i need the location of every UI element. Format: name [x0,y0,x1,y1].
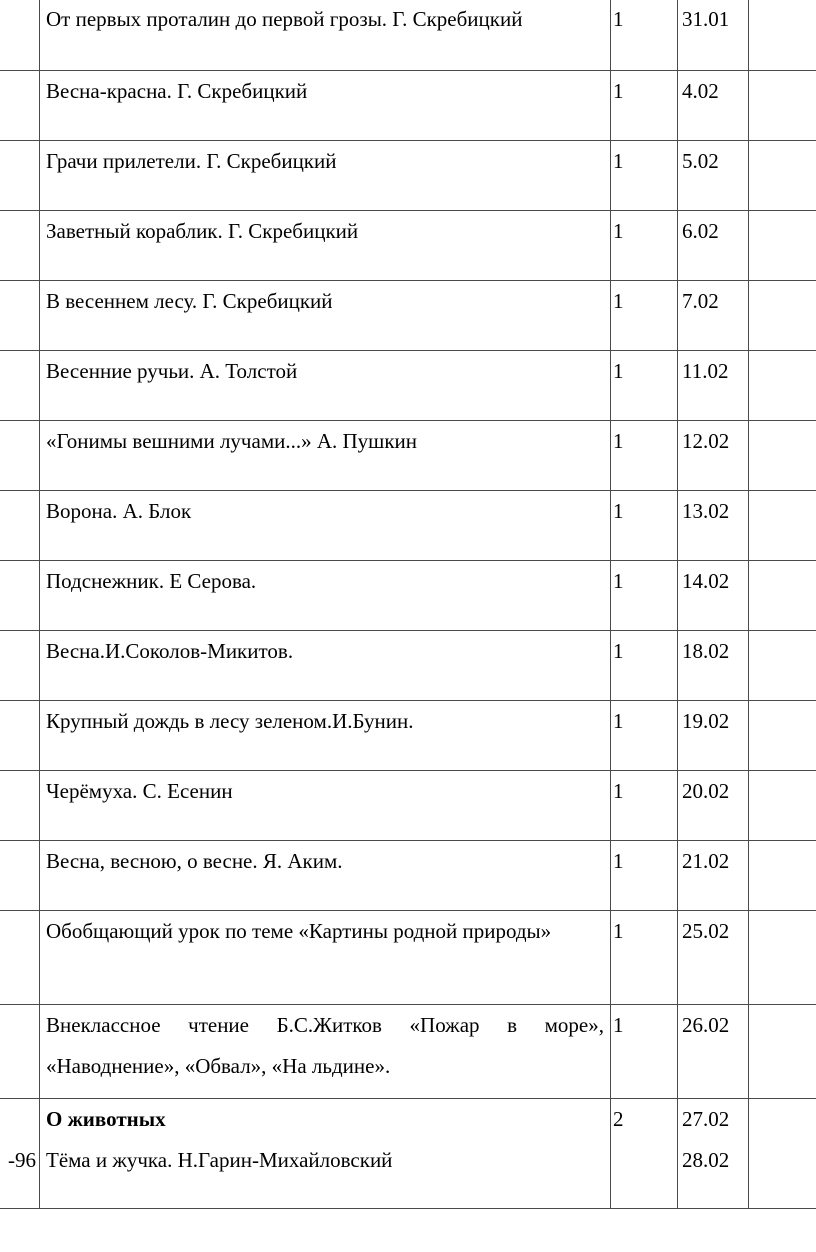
lesson-topic-cell: Подснежник. Е Серова. [40,561,611,631]
notes-cell [749,281,816,351]
lesson-date-cell: 18.02 [678,631,749,701]
lesson-hours-cell: 1 [611,701,678,771]
lesson-topic-cell: Черёмуха. С. Есенин [40,771,611,841]
lesson-topic-cell: Весна.И.Соколов-Микитов. [40,631,611,701]
lesson-topic-cell: «Гонимы вешними лучами...» А. Пушкин [40,421,611,491]
lesson-hours-cell: 1 [611,281,678,351]
lesson-topic-cell: Заветный кораблик. Г. Скребицкий [40,211,611,281]
lesson-date-cell: 7.02 [678,281,749,351]
notes-cell [749,1005,816,1099]
lesson-topic-cell: Весна-красна. Г. Скребицкий [40,71,611,141]
table-row [0,1099,816,1209]
lesson-number-cell [0,351,40,421]
lesson-hours-cell: 1 [611,491,678,561]
lesson-hours-cell: 1 [611,141,678,211]
notes-cell [749,911,816,1005]
lesson-number-cell [0,841,40,911]
lesson-number-cell [0,491,40,561]
lesson-topic-text: Тёма и жучка. Н.Гарин-Михайловский [46,1148,393,1172]
notes-cell [749,561,816,631]
lesson-number-cell [0,421,40,491]
notes-cell [749,71,816,141]
notes-cell [749,211,816,281]
lesson-date-cell: 6.02 [678,211,749,281]
lesson-hours-cell: 1 [611,211,678,281]
notes-cell [749,141,816,211]
table-row [0,491,816,561]
lesson-hours-cell: 1 [611,911,678,1005]
lesson-number-cell [0,561,40,631]
lesson-date-cell: 21.02 [678,841,749,911]
lesson-hours-cell: 1 [611,631,678,701]
notes-cell [749,841,816,911]
lesson-topic-cell: В весеннем лесу. Г. Скребицкий [40,281,611,351]
lesson-date-cell: 12.02 [678,421,749,491]
lesson-date-cell: 5.02 [678,141,749,211]
lesson-hours-cell: 1 [611,1005,678,1099]
lesson-date-cell: 14.02 [678,561,749,631]
lesson-topic-cell: Внеклассное чтение Б.С.Житков «Пожар в море», «Наводнение», «Обвал», «На льдине». [40,1005,611,1099]
lesson-number-cell [0,0,40,71]
notes-cell [749,351,816,421]
lesson-number-text: -96 [8,1148,36,1172]
section-heading: О животных [46,1107,166,1131]
lesson-number-cell [0,911,40,1005]
lesson-date-cell: 31.01 [678,0,749,71]
lesson-topic-cell: От первых проталин до первой грозы. Г. Скребицкий [40,0,611,71]
lesson-date-cell: 11.02 [678,351,749,421]
lesson-number-cell [0,631,40,701]
lesson-hours-cell: 1 [611,561,678,631]
lesson-hours-cell: 2 [611,1099,678,1209]
notes-cell [749,0,816,71]
lesson-date-cell: 19.02 [678,701,749,771]
lesson-topic-cell [40,1099,611,1209]
notes-cell [749,1099,816,1209]
lesson-hours-cell: 1 [611,71,678,141]
table-row [0,561,816,631]
lesson-number-cell [0,771,40,841]
lesson-topic-cell: Весна, весною, о весне. Я. Аким. [40,841,611,911]
lesson-number-cell [0,281,40,351]
lesson-hours-cell: 1 [611,0,678,71]
table-row [0,421,816,491]
table-row [0,911,816,1005]
notes-cell [749,701,816,771]
notes-cell [749,631,816,701]
lesson-number-cell [0,211,40,281]
table-row [0,771,816,841]
lesson-number-cell [0,141,40,211]
lesson-topic-cell: Грачи прилетели. Г. Скребицкий [40,141,611,211]
lesson-topic-cell: Крупный дождь в лесу зеленом.И.Бунин. [40,701,611,771]
table-row [0,351,816,421]
table-row [0,701,816,771]
lesson-hours-cell: 1 [611,351,678,421]
lesson-hours-cell: 1 [611,841,678,911]
lesson-topic-cell: Ворона. А. Блок [40,491,611,561]
lesson-date-cell: 25.02 [678,911,749,1005]
table-row [0,0,816,71]
lesson-number-cell [0,71,40,141]
table-row [0,1005,816,1099]
notes-cell [749,421,816,491]
lesson-date-text: 28.02 [682,1148,730,1172]
lesson-hours-cell: 1 [611,421,678,491]
table-row [0,841,816,911]
lesson-number-cell [0,701,40,771]
lesson-date-cell: 20.02 [678,771,749,841]
lesson-date-cell: 26.02 [678,1005,749,1099]
lesson-topic-cell: Весенние ручьи. А. Толстой [40,351,611,421]
lesson-hours-cell: 1 [611,771,678,841]
table-row [0,631,816,701]
lesson-date-cell [678,1099,749,1209]
table-row [0,141,816,211]
lesson-number-cell [0,1005,40,1099]
lesson-date-cell: 13.02 [678,491,749,561]
table-row [0,71,816,141]
lesson-number-cell [0,1099,40,1209]
lesson-date-text: 27.02 [682,1107,730,1131]
table-row [0,281,816,351]
notes-cell [749,491,816,561]
lesson-topic-cell: Обобщающий урок по теме «Картины родной природы» [40,911,611,1005]
notes-cell [749,771,816,841]
lesson-date-cell: 4.02 [678,71,749,141]
table-row [0,211,816,281]
